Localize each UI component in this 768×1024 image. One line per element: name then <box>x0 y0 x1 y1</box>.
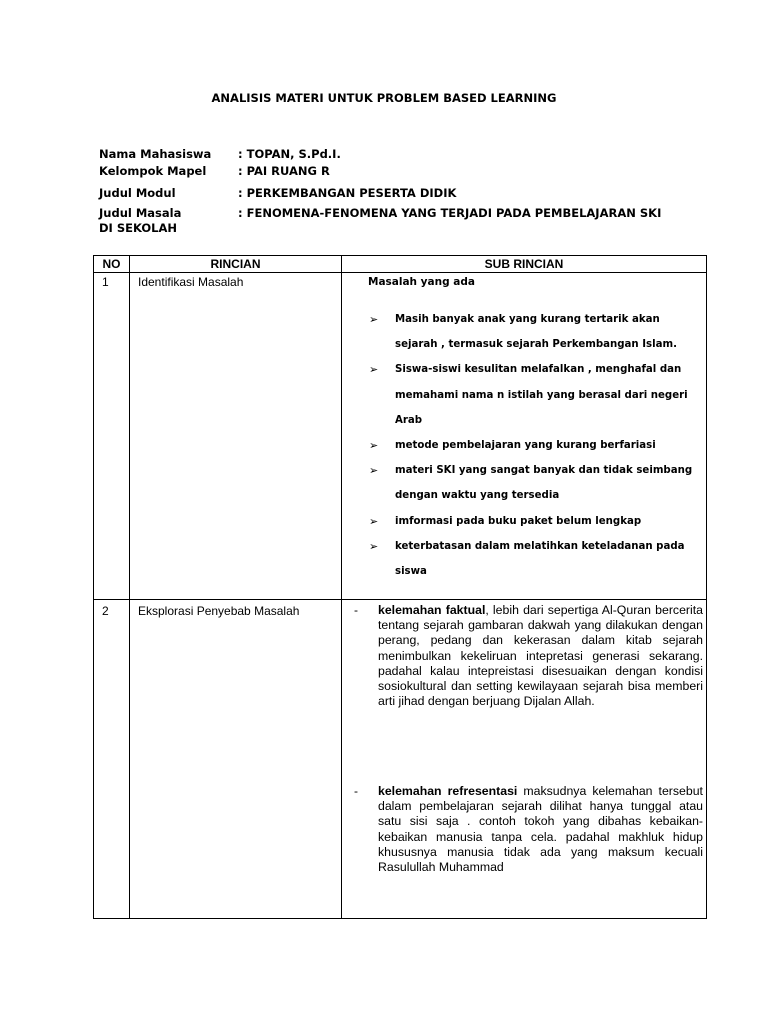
row-number: 2 <box>94 600 130 919</box>
table-row <box>94 273 707 600</box>
row-rincian: Eksplorasi Penyebab Masalah <box>130 600 342 919</box>
analysis-table <box>93 255 707 919</box>
meta-value: : TOPAN, S.Pd.I. <box>238 147 341 161</box>
problem-list <box>369 307 704 584</box>
header-sub-rincian: SUB RINCIAN <box>342 256 707 273</box>
meta-label: Judul Modul <box>99 186 176 200</box>
arrowhead-bullet-icon: ➢ <box>369 514 379 528</box>
list-item: ➢ metode pembelajaran yang kurang berfariasi <box>369 433 704 458</box>
meta-value: : PERKEMBANGAN PESERTA DIDIK <box>238 186 457 200</box>
list-item: ➢ Siswa-siswi kesulitan melafalkan , menghafal dan memahami nama n istilah yang berasal dari negeri Arab <box>369 357 704 433</box>
dash-marker: - <box>354 784 358 798</box>
meta-label: Nama Mahasiswa <box>99 147 212 161</box>
dash-marker: - <box>354 603 358 617</box>
header-rincian: RINCIAN <box>130 256 342 273</box>
table-header-row <box>94 256 707 273</box>
meta-value: : FENOMENA-FENOMENA YANG TERJADI PADA PEMBELAJARAN SKI <box>238 206 662 220</box>
cause-text: , lebih dari sepertiga Al-Quran bercerita tentang sejarah gambaran dakwah yang dilakukan dengan perang, pedang dan kekerasan dalam kitab sejarah menimbulkan kekeliruan intepretasi generasi sekarang. padahal kalau intepreistasi disesuaikan dengan kondisi sosiokultural dan setting kewilayaan sejarah bisa memberi arti jihad dengan berjuang Dijalan Allah. <box>378 603 703 709</box>
document-title: ANALISIS MATERI UNTUK PROBLEM BASED LEARNING <box>211 91 557 105</box>
table-row <box>94 600 707 919</box>
meta-continuation: DI SEKOLAH <box>99 221 177 235</box>
arrowhead-bullet-icon: ➢ <box>369 539 379 553</box>
list-item: ➢ materi SKI yang sangat banyak dan tidak seimbang dengan waktu yang tersedia <box>369 458 704 508</box>
cause-title: kelemahan refresentasi <box>378 784 518 798</box>
list-item: ➢ keterbatasan dalam melatihkan keteladanan pada siswa <box>369 534 704 584</box>
sub-heading: Masalah yang ada <box>368 276 475 288</box>
cause-title: kelemahan faktual <box>378 603 486 617</box>
row-rincian: Identifikasi Masalah <box>130 273 342 600</box>
arrowhead-bullet-icon: ➢ <box>369 439 379 453</box>
row-sub-rincian <box>342 600 707 919</box>
arrowhead-bullet-icon: ➢ <box>369 363 379 377</box>
arrowhead-bullet-icon: ➢ <box>369 313 379 326</box>
cause-text: maksudnya kelemahan tersebut dalam pembelajaran sejarah dilihat hanya tunggal atau satu sisi saja . contoh tokoh yang dibahas kebaikan-kebaikan manusia tanpa cela. padahal makhluk hidup khususnya manusia tidak ada yang maksum kecuali Rasulullah Muhammad <box>378 784 703 875</box>
row-number: 1 <box>94 273 130 600</box>
meta-value: : PAI RUANG R <box>238 164 330 178</box>
arrowhead-bullet-icon: ➢ <box>369 464 379 478</box>
header-no: NO <box>94 256 130 273</box>
row-sub-rincian <box>342 273 707 600</box>
meta-label: Judul Masala <box>99 206 182 220</box>
meta-label: Kelompok Mapel <box>99 164 207 178</box>
list-item: ➢ imformasi pada buku paket belum lengkap <box>369 509 704 534</box>
list-item: ➢ Masih banyak anak yang kurang tertarik akan sejarah , termasuk sejarah Perkembangan Islam. <box>369 307 704 357</box>
